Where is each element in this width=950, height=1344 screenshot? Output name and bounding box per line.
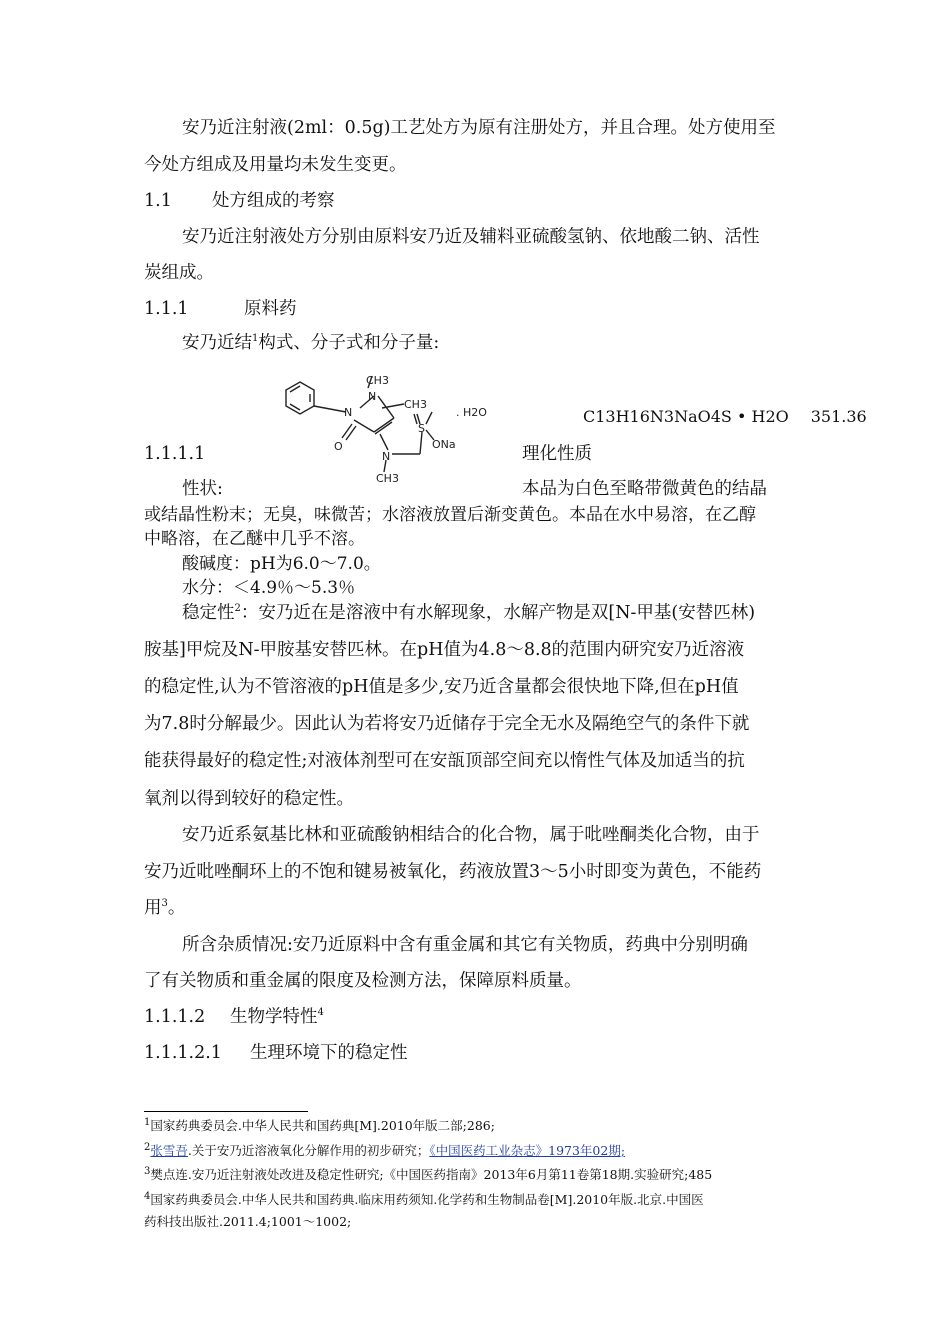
paragraph-text: 。 — [167, 898, 186, 918]
footnote-mark: 3 — [144, 1165, 151, 1177]
footnote-1 — [144, 1117, 824, 1135]
author-link[interactable]: 张雪吾 — [150, 1143, 188, 1158]
footnote-text: 国家药典委员会.中华人民共和国药典.临床用药须知.化学药和生物制品卷[M].2010年版.北京.中国医 — [150, 1192, 704, 1207]
section-heading-1-1 — [144, 188, 814, 214]
hydrate-label: . H2O — [456, 406, 487, 419]
traits-text: 本品为白色至略带微黄色的结晶 — [522, 479, 767, 499]
section-number: 1.1 — [144, 191, 172, 211]
footnote-ref: 1 — [252, 333, 259, 345]
structure-intro — [182, 330, 852, 356]
footnote-mark: 2 — [144, 1141, 151, 1153]
section-title: 处方组成的考察 — [212, 191, 335, 211]
paragraph-line: 胺基]甲烷及N-甲胺基安替匹林。在pH值为4.8～8.8的范围内研究安乃近溶液 — [144, 640, 745, 660]
footnote-ref: 3 — [161, 898, 168, 910]
section-heading-1-1-1-1 — [144, 441, 814, 467]
paragraph-line — [144, 895, 814, 921]
paragraph-line: 氧剂以得到较好的稳定性。 — [144, 789, 354, 809]
paragraph-line: 安乃近注射液(2ml：0.5g)工艺处方为原有注册处方，并且合理。处方使用至 — [182, 118, 776, 138]
stability-label: 稳定性 — [182, 603, 235, 623]
methyl-label: CH3 — [366, 374, 389, 387]
paragraph-line: 或结晶性粉末；无臭，味微苦；水溶液放置后渐变黄色。本品在水中易溶，在乙醇 — [144, 505, 756, 525]
paragraph-line: 能获得最好的稳定性;对液体剂型可在安瓿顶部空间充以惰性气体及加适当的抗 — [144, 751, 745, 771]
paragraph-line: 炭组成。 — [144, 263, 214, 283]
section-title: 生物学特性 — [230, 1007, 318, 1027]
paragraph-line: 为7.8时分解最少。因此认为若将安乃近储存于完全无水及隔绝空气的条件下就 — [144, 714, 750, 734]
journal-link[interactable]: 《中国医药工业杂志》1973年02期; — [429, 1143, 626, 1158]
section-number: 1.1.1 — [144, 299, 189, 319]
molecular-formula — [583, 407, 867, 426]
section-number: 1.1.1.2 — [144, 1007, 206, 1027]
footnote-3 — [144, 1166, 824, 1184]
footnote-4-continued: 药科技出版社.2011.4;1001～1002; — [144, 1214, 352, 1229]
methyl-label: CH3 — [404, 398, 427, 411]
traits-line — [182, 476, 852, 502]
footnote-separator — [144, 1111, 308, 1112]
section-title: 原料药 — [244, 299, 297, 319]
paragraph-text: 用 — [144, 898, 162, 918]
stability-line — [182, 600, 852, 626]
formula-text: C13H16N3NaO4S • H2O — [583, 407, 789, 426]
paragraph-line: 所含杂质情况:安乃近原料中含有重金属和其它有关物质，药典中分别明确 — [182, 935, 748, 955]
paragraph-line: 安乃近注射液处方分别由原料安乃近及辅料亚硫酸氢钠、依地酸二钠、活性 — [182, 227, 760, 247]
footnote-text: .关于安乃近溶液氧化分解作用的初步研究； — [187, 1143, 430, 1158]
paragraph-line: 安乃近吡唑酮环上的不饱和键易被氧化，药液放置3～5小时即变为黄色，不能药 — [144, 862, 762, 882]
footnote-2 — [144, 1142, 824, 1160]
molecular-weight: 351.36 — [810, 407, 867, 426]
paragraph-line: 的稳定性,认为不管溶液的pH值是多少,安乃近含量都会很快地下降,但在pH值 — [144, 677, 739, 697]
footnote-ref: 4 — [317, 1007, 324, 1019]
paragraph-line: 了有关物质和重金属的限度及检测方法，保障原料质量。 — [144, 971, 582, 991]
methyl-label: CH3 — [376, 472, 399, 484]
section-title: 理化性质 — [522, 444, 592, 464]
section-title: 生理环境下的稳定性 — [250, 1043, 408, 1063]
paragraph-line: 今处方组成及用量均未发生变更。 — [144, 155, 407, 175]
section-heading-1-1-1-2 — [144, 1004, 814, 1030]
metamizole-structure-diagram — [262, 372, 508, 484]
intro-text: 安乃近结 — [182, 333, 252, 353]
paragraph-line: 安乃近系氨基比林和亚硫酸钠相结合的化合物，属于吡唑酮类化合物，由于 — [182, 825, 760, 845]
nitrogen-label: N — [382, 450, 391, 463]
footnote-mark: 1 — [144, 1116, 151, 1128]
section-heading-1-1-1-2-1 — [144, 1040, 814, 1066]
oxygen-label: O — [334, 440, 343, 453]
footnote-4 — [144, 1191, 824, 1209]
section-number: 1.1.1.1 — [144, 444, 206, 464]
footnote-mark: 4 — [144, 1190, 151, 1202]
footnote-ref: 2 — [234, 603, 241, 615]
traits-label: 性状: — [182, 479, 223, 499]
nitrogen-label: N — [344, 406, 353, 419]
sulfur-label: S — [418, 422, 425, 435]
section-number: 1.1.1.2.1 — [144, 1043, 222, 1063]
sodium-oxide-label: ONa — [432, 438, 456, 451]
intro-text: 构式、分子式和分子量: — [258, 333, 440, 353]
paragraph-line: 中略溶，在乙醚中几乎不溶。 — [144, 529, 365, 549]
footnote-text: 国家药典委员会.中华人民共和国药典[M].2010年版二部;286; — [150, 1118, 495, 1133]
footnote-text: 樊点连.安乃近注射液处改进及稳定性研究;《中国医药指南》2013年6月第11卷第18期.实验研究;485 — [150, 1167, 713, 1182]
water-content-line: 水分：＜4.9％～5.3％ — [182, 578, 356, 598]
nitrogen-label: N — [368, 390, 377, 403]
acidity-line: 酸碱度：pH为6.0～7.0。 — [182, 554, 381, 574]
section-heading-1-1-1 — [144, 296, 814, 322]
stability-text: ：安乃近在是溶液中有水解现象，水解产物是双[N-甲基(安替匹林) — [240, 603, 756, 623]
